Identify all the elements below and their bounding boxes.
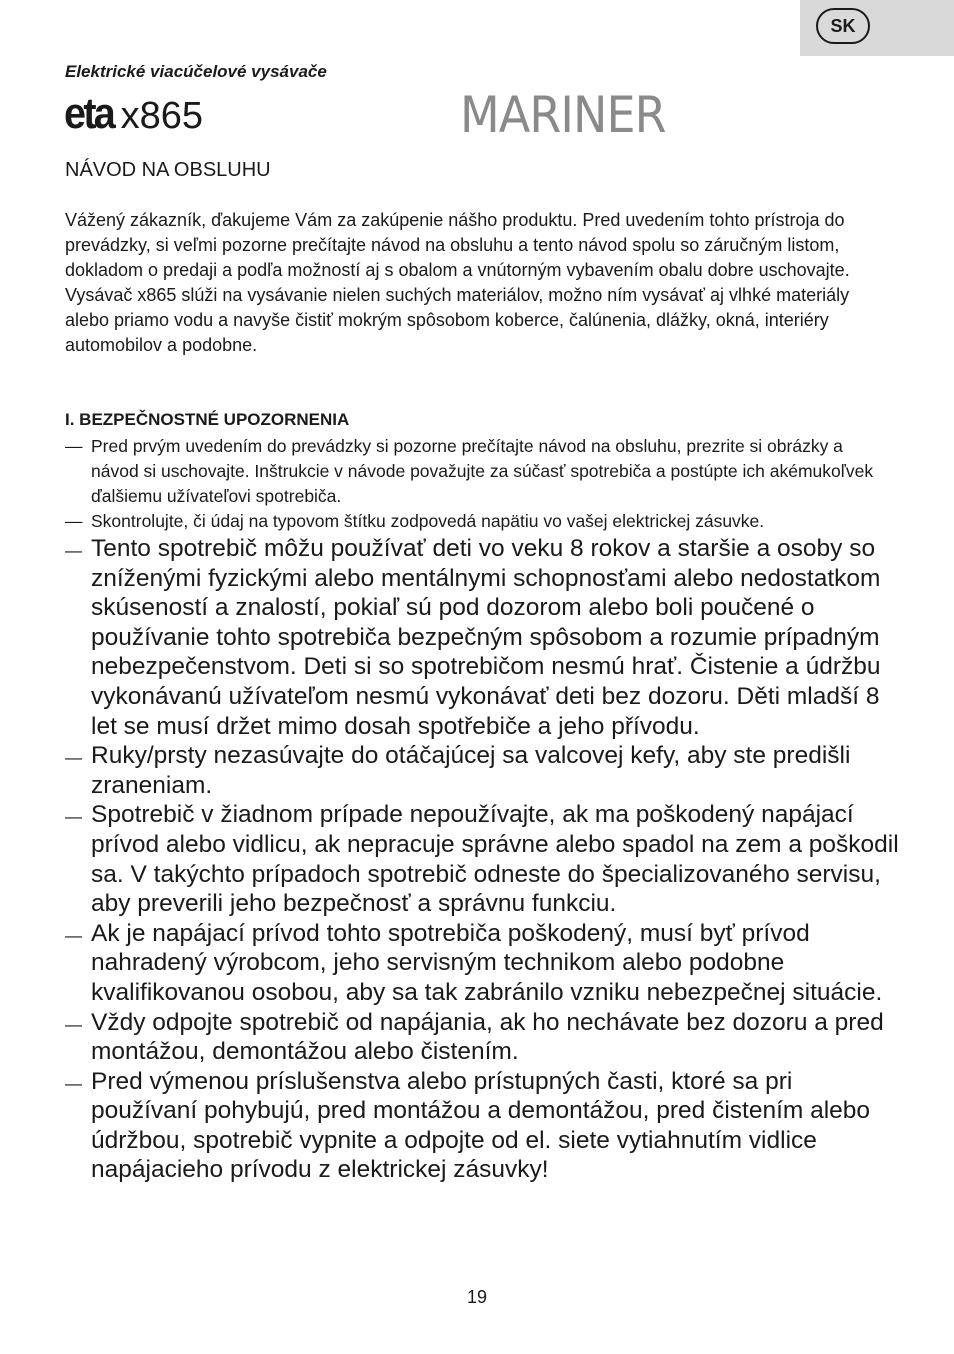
dash-bullet: — — [65, 748, 82, 768]
brand-logo — [64, 90, 203, 148]
intro-section — [65, 208, 895, 358]
list-item — [65, 1008, 905, 1067]
list-item-text: Skontrolujte, či údaj na typovom štítku zodpovedá napätiu vo vašej elektrickej zásuvke. — [91, 511, 765, 531]
safety-list-small — [65, 434, 895, 534]
list-item — [65, 534, 905, 741]
document-subtitle: Elektrické viacúčelové vysávače — [65, 62, 327, 81]
dash-bullet: — — [65, 541, 82, 560]
product-name: MARINER — [460, 86, 666, 144]
dash-bullet: — — [65, 511, 83, 531]
brand-name: eta — [64, 89, 114, 138]
page-number: 19 — [466, 1287, 488, 1307]
list-item-text: Pred výmenou príslušenstva alebo prístupných časti, ktoré sa pri používaní pohybujú, pred montážou a demontážou, pred čistením alebo údržbou, spotrebič vypnite a odpojte od el. siete vytiahnutím vidlice napájacieho prívodu z elektrickej zásuvky! — [91, 1067, 871, 1184]
dash-bullet: — — [65, 807, 82, 827]
language-tab — [800, 0, 954, 56]
list-item-text: Spotrebič v žiadnom prípade nepoužívajte, ak ma poškodený napájací prívod alebo vidlicu, ak nepracuje správne alebo spadol na zem a poškodil sa. V takýchto prípadoch spotrebič odneste do špecializovaného servisu, aby preverili jeho bezpečnosť a správnu funkciu. — [91, 801, 899, 918]
list-item-text: Vždy odpojte spotrebič od napájania, ak ho nechávate bez dozoru a pred montážou, demontážou alebo čistením. — [91, 1008, 884, 1066]
manual-title: NÁVOD NA OBSLUHU — [65, 159, 271, 181]
dash-bullet: — — [65, 1073, 82, 1093]
intro-paragraph: Vážený zákazník, ďakujeme Vám za zakúpenie nášho produktu. Pred uvedením tohto prístroja do prevádzky, si veľmi pozorne prečítajte návod na obsluhu a tento návod spolu so záručným listom, dokladom o predaji a podľa možností aj s obalom a vnútorným vybavením obalu dobre uschovajte. — [65, 210, 850, 280]
dash-bullet: — — [65, 1014, 82, 1034]
list-item-text: Ak je napájací prívod tohto spotrebiča poškodený, musí byť prívod nahradený výrobcom, jeho servisným technikom alebo podobne kvalifikovanou osobou, aby sa tak zabránilo vzniku nebezpečnej situácie. — [91, 919, 883, 1006]
list-item-text: Ruky/prsty nezasúvajte do otáčajúcej sa valcovej kefy, aby ste predišli zraneniam. — [91, 742, 851, 799]
list-item — [65, 800, 905, 918]
model-number: x865 — [120, 95, 203, 137]
dash-bullet: — — [65, 436, 83, 456]
list-item — [65, 919, 905, 1008]
dash-bullet: — — [65, 925, 82, 945]
list-item — [65, 509, 895, 534]
safety-list-large — [65, 534, 905, 1185]
list-item — [65, 1067, 905, 1185]
language-badge: SK — [816, 8, 870, 44]
list-item — [65, 434, 895, 509]
list-item-text: Pred prvým uvedením do prevádzky si pozorne prečítajte návod na obsluhu, prezrite si obrázky a návod si uschovajte. Inštrukcie v návode považujte za súčasť spotrebiča a postúpte ich akémukoľvek ďalšiemu užívateľovi spotrebiča. — [91, 436, 874, 506]
intro-paragraph: Vysávač x865 slúži na vysávanie nielen suchých materiálov, možno ním vysávať aj vlhké materiály alebo priamo vodu a navyše čistiť mokrým spôsobom koberce, čalúnenia, dlážky, okná, interiéry automobilov a podobne. — [65, 285, 850, 355]
section-heading: I. BEZPEČNOSTNÉ UPOZORNENIA — [65, 410, 350, 429]
list-item-text: Tento spotrebič môžu používať deti vo veku 8 rokov a staršie a osoby so zníženými fyzickými alebo mentálnymi schopnosťami alebo nedostatkom skúseností a znalostí, pokiaľ sú pod dozorom alebo boli poučené o používanie tohto spotrebiča bezpečným spôsobom a rozumie prípadným nebezpečenstvom. Deti si so spotrebičom nesmú hrať. Čistenie a údržbu vykonávanú užívateľom nesmú vykonávať deti bez dozoru. Děti mladší 8 let se musí držet mimo dosah spotřebiče a jeho přívodu. — [91, 535, 881, 740]
list-item — [65, 741, 905, 800]
